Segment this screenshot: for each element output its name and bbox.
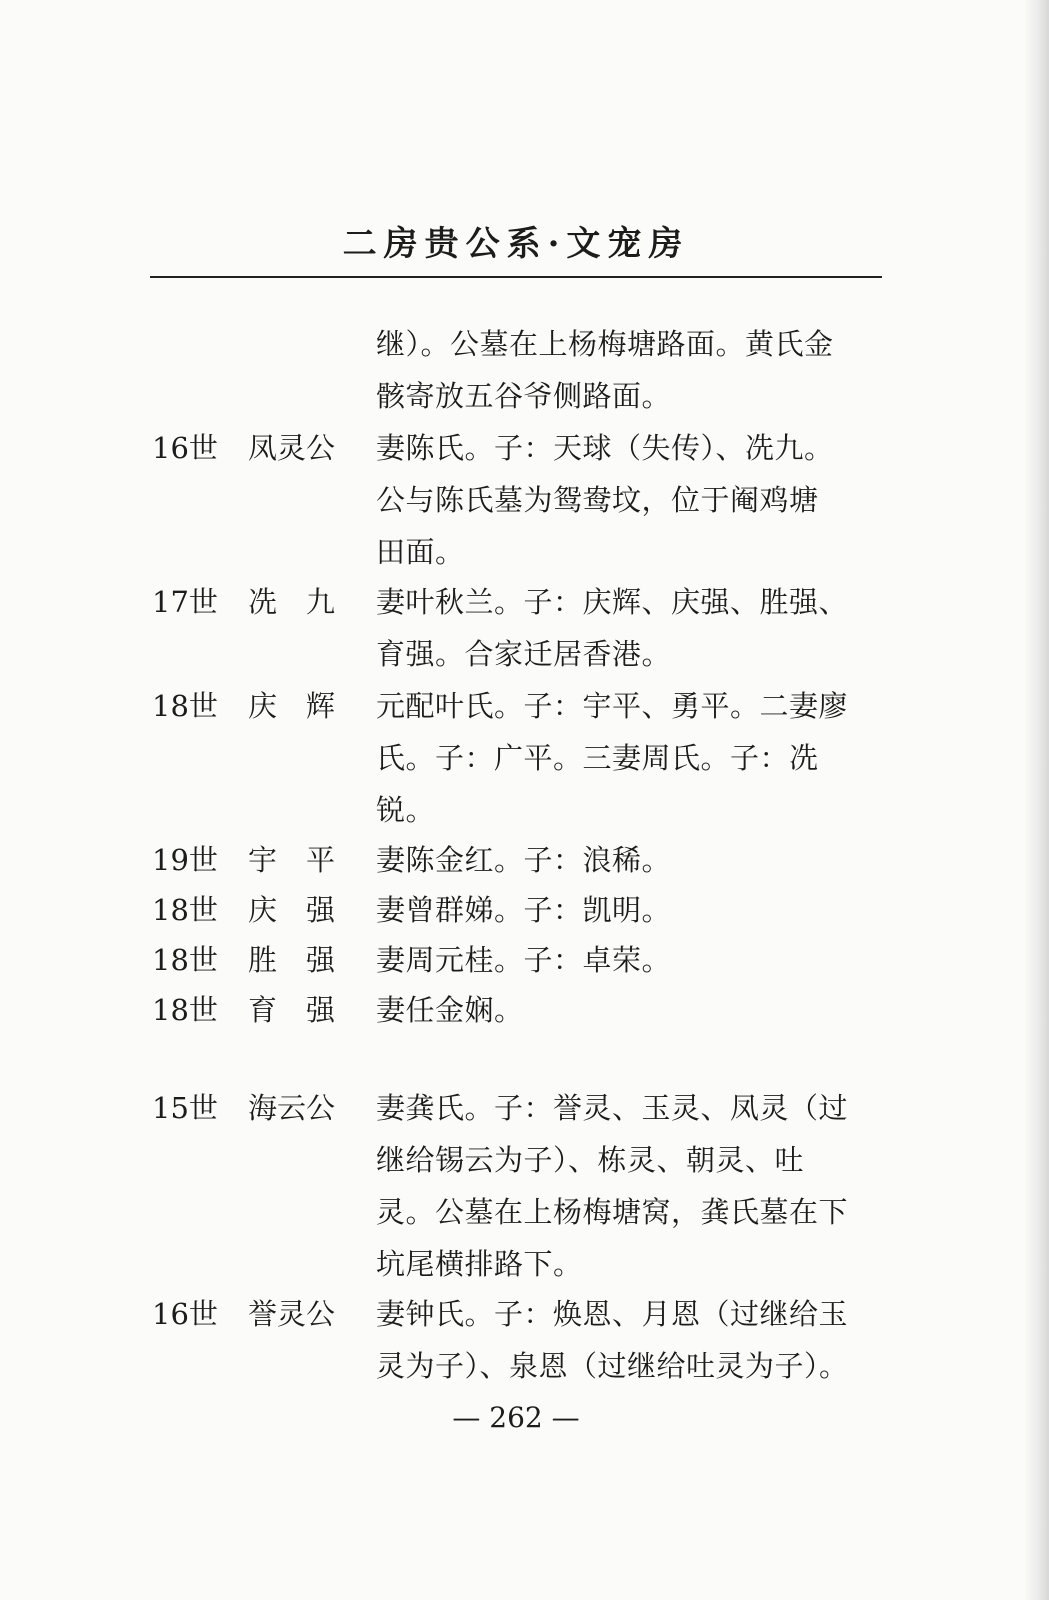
text-line: 妻龚氏。子：誉灵、玉灵、凤灵（过 (376, 1091, 849, 1125)
person-name: 庆 辉 (248, 689, 336, 723)
person-name: 冼 九 (248, 585, 336, 619)
generation-label: 18世 (152, 893, 218, 927)
entry-text (376, 934, 896, 986)
person-name: 胜 强 (248, 943, 336, 977)
person-name: 海云公 (248, 1091, 336, 1125)
text-line: 妻叶秋兰。子：庆辉、庆强、胜强、 (376, 585, 849, 619)
page-edge-shadow (1023, 0, 1049, 1600)
header-rule (150, 276, 882, 278)
text-line: 妻曾群娣。子：凯明。 (376, 893, 672, 927)
text-line: 继）。公墓在上杨梅塘路面。黄氏金 (376, 327, 834, 361)
text-line: 继给锡云为子）、栋灵、朝灵、吐 (376, 1143, 805, 1177)
text-line: 妻钟氏。子：焕恩、月恩（过继给玉 (376, 1297, 849, 1331)
generation-label: 16世 (152, 431, 218, 465)
text-line: 锐。 (376, 793, 436, 827)
text-line: 妻陈金红。子：浪稀。 (376, 843, 672, 877)
generation-label: 18世 (152, 993, 218, 1027)
text-line: 育强。合家迁居香港。 (376, 637, 672, 671)
entry-text (376, 984, 896, 1036)
text-line: 公与陈氏墓为鸳鸯坟，位于阉鸡塘 (376, 483, 819, 517)
generation-label: 18世 (152, 943, 218, 977)
generation-label: 19世 (152, 843, 218, 877)
text-line: 元配叶氏。子：宇平、勇平。二妻廖 (376, 689, 849, 723)
person-name: 庆 强 (248, 893, 336, 927)
text-line: 妻陈氏。子：天球（失传）、冼九。 (376, 431, 834, 465)
text-line: 灵为子）、泉恩（过继给吐灵为子）。 (376, 1349, 849, 1383)
entry-text (376, 680, 896, 836)
generation-label: 16世 (152, 1297, 218, 1331)
text-line: 坑尾横排路下。 (376, 1247, 583, 1281)
person-name: 宇 平 (248, 843, 336, 877)
text-line: 骸寄放五谷爷侧路面。 (376, 379, 672, 413)
continuation-text (376, 318, 896, 422)
generation-label: 15世 (152, 1091, 218, 1125)
generation-label: 17世 (152, 585, 218, 619)
text-line: 灵。公墓在上杨梅塘窝，龚氏墓在下 (376, 1195, 849, 1229)
generation-label: 18世 (152, 689, 218, 723)
text-line: 氏。子：广平。三妻周氏。子：冼 (376, 741, 819, 775)
entry-text (376, 884, 896, 936)
person-name: 凤灵公 (248, 431, 336, 465)
entry-text (376, 834, 896, 886)
entry-text (376, 1288, 896, 1392)
text-line: 妻任金娴。 (376, 993, 524, 1027)
person-name: 誉灵公 (248, 1297, 336, 1331)
entry-text (376, 422, 896, 578)
person-name: 育 强 (248, 993, 336, 1027)
entry-text (376, 576, 896, 680)
page-header-title: 二房贵公系·文宠房 (342, 224, 690, 264)
text-line: 田面。 (376, 535, 465, 569)
text-line: 妻周元桂。子：卓荣。 (376, 943, 672, 977)
entry-text (376, 1082, 896, 1290)
page-number: — 262 — (452, 1401, 580, 1434)
